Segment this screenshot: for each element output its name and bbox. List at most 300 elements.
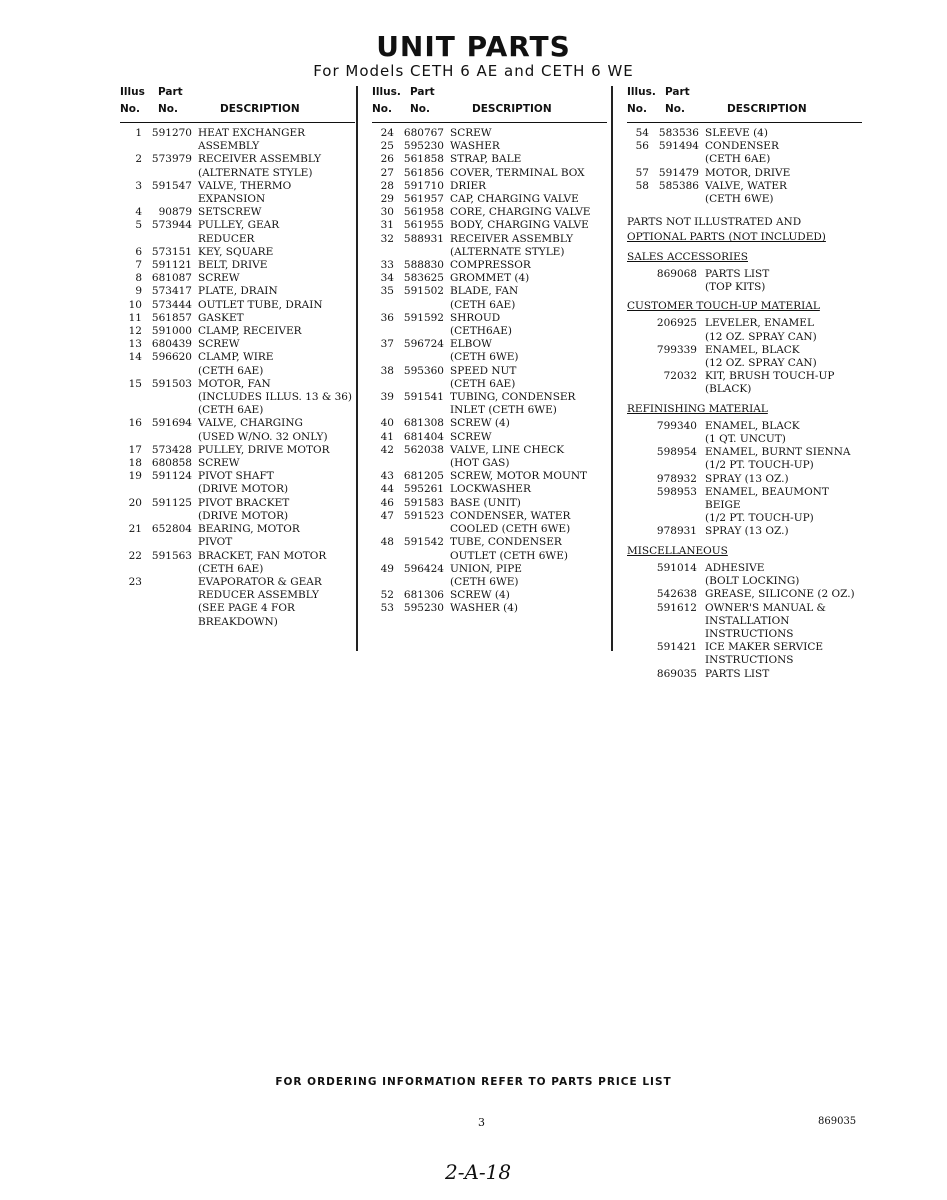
illus-number: 48 bbox=[380, 536, 394, 549]
part-description: PARTS LIST bbox=[705, 667, 770, 680]
part-description: BREAKDOWN) bbox=[198, 615, 278, 628]
part-description: PLATE, DRAIN bbox=[198, 285, 278, 298]
part-number: 591542 bbox=[403, 536, 444, 549]
part-description: HEAT EXCHANGER bbox=[198, 127, 306, 139]
illus-number bbox=[120, 602, 142, 615]
part-number: 681404 bbox=[403, 430, 444, 443]
accessory-row bbox=[627, 446, 862, 459]
part-number: 585386 bbox=[658, 179, 699, 192]
part-row bbox=[120, 193, 355, 206]
part-row bbox=[372, 206, 607, 219]
illus-number: 22 bbox=[128, 549, 142, 562]
part-number: 562038 bbox=[403, 443, 444, 456]
part-row bbox=[627, 167, 862, 180]
part-description: (ALTERNATE STYLE) bbox=[450, 245, 565, 258]
part-description: BLADE, FAN bbox=[450, 285, 519, 298]
part-row bbox=[120, 563, 355, 576]
illus-number: 42 bbox=[380, 443, 394, 456]
part-row bbox=[372, 193, 607, 206]
part-row bbox=[372, 563, 607, 576]
part-description: INSTALLATION INSTRUCTIONS bbox=[705, 614, 794, 640]
part-row bbox=[372, 167, 607, 180]
part-row bbox=[120, 431, 355, 444]
part-description: STRAP, BALE bbox=[450, 153, 522, 166]
page-subtitle: For Models CETH 6 AE and CETH 6 WE bbox=[313, 62, 634, 80]
illus-number: 37 bbox=[380, 338, 394, 351]
part-number: 596724 bbox=[403, 338, 444, 351]
part-number bbox=[142, 602, 198, 615]
part-description: SCREW bbox=[450, 430, 492, 443]
part-row bbox=[627, 127, 862, 140]
part-number bbox=[394, 246, 450, 259]
illus-number: 14 bbox=[128, 351, 142, 364]
part-description: COVER, TERMINAL BOX bbox=[450, 166, 585, 179]
illus-number bbox=[120, 233, 142, 246]
illus-number: 40 bbox=[380, 417, 394, 430]
part-number bbox=[142, 404, 198, 417]
part-description: ASSEMBLY bbox=[198, 140, 260, 153]
illus-number: 44 bbox=[380, 483, 394, 496]
part-description: LOCKWASHER bbox=[450, 483, 531, 496]
accessory-row bbox=[627, 525, 862, 538]
part-row bbox=[372, 299, 607, 312]
header-no: No. bbox=[120, 103, 140, 115]
part-description: ENAMEL, BLACK bbox=[705, 343, 800, 356]
header-part: Part bbox=[665, 86, 690, 98]
part-description: PIVOT bbox=[198, 536, 233, 549]
part-number: 588931 bbox=[403, 232, 444, 245]
part-number: 598954 bbox=[656, 446, 697, 459]
illus-number: 57 bbox=[635, 166, 649, 179]
part-number: 591503 bbox=[151, 377, 192, 390]
part-number bbox=[627, 575, 705, 588]
part-description: (CETH 6AE) bbox=[198, 562, 264, 575]
part-row bbox=[372, 365, 607, 378]
illus-number: 21 bbox=[128, 523, 142, 536]
header-rule bbox=[120, 122, 355, 123]
part-row bbox=[120, 602, 355, 615]
document-number: 869035 bbox=[818, 1116, 857, 1127]
part-number: 680767 bbox=[403, 127, 444, 139]
illus-number: 46 bbox=[380, 496, 394, 509]
part-number: 978932 bbox=[656, 472, 697, 485]
part-row bbox=[372, 444, 607, 457]
header-no: No. bbox=[665, 103, 685, 115]
part-row bbox=[372, 246, 607, 259]
part-number bbox=[142, 563, 198, 576]
part-number: 680439 bbox=[151, 338, 192, 351]
part-row bbox=[372, 140, 607, 153]
part-number: 591014 bbox=[656, 561, 697, 574]
illus-number: 39 bbox=[380, 391, 394, 404]
part-row bbox=[372, 470, 607, 483]
part-description: EXPANSION bbox=[198, 193, 266, 206]
illus-number: 13 bbox=[128, 338, 142, 351]
part-description: OWNER'S MANUAL & bbox=[705, 601, 826, 614]
accessory-row bbox=[627, 668, 862, 681]
part-row bbox=[372, 589, 607, 602]
part-row bbox=[120, 312, 355, 325]
part-number bbox=[142, 616, 198, 629]
part-row bbox=[120, 206, 355, 219]
illus-number bbox=[120, 391, 142, 404]
part-description: COMPRESSOR bbox=[450, 259, 531, 272]
accessory-sections bbox=[627, 251, 862, 681]
header-description: DESCRIPTION bbox=[472, 103, 552, 115]
part-description: ADHESIVE bbox=[705, 561, 765, 574]
part-description: (1/2 PT. TOUCH-UP) bbox=[705, 512, 814, 525]
header-description: DESCRIPTION bbox=[220, 103, 300, 115]
part-description: BODY, CHARGING VALVE bbox=[450, 219, 589, 232]
part-description: OUTLET TUBE, DRAIN bbox=[198, 298, 323, 311]
header-rule bbox=[372, 122, 607, 123]
part-description: CAP, CHARGING VALVE bbox=[450, 193, 579, 206]
part-description: PULLEY, GEAR bbox=[198, 219, 280, 232]
illus-number: 1 bbox=[135, 127, 142, 139]
part-number: 591000 bbox=[151, 325, 192, 338]
part-number: 591547 bbox=[151, 179, 192, 192]
part-description: (DRIVE MOTOR) bbox=[198, 509, 289, 522]
part-number: 595230 bbox=[403, 140, 444, 153]
part-description: (ALTERNATE STYLE) bbox=[198, 166, 313, 179]
part-description: VALVE, THERMO bbox=[198, 179, 292, 192]
part-number: 90879 bbox=[158, 206, 192, 219]
illus-number bbox=[372, 550, 394, 563]
part-number: 596424 bbox=[403, 562, 444, 575]
part-description: ENAMEL, BEAUMONT BEIGE bbox=[705, 485, 829, 512]
part-row bbox=[372, 272, 607, 285]
part-row bbox=[372, 483, 607, 496]
part-number bbox=[142, 536, 198, 549]
part-row bbox=[120, 589, 355, 602]
part-number: 561957 bbox=[403, 193, 444, 206]
illus-number: 49 bbox=[380, 562, 394, 575]
illus-number: 31 bbox=[380, 219, 394, 232]
part-number: 869035 bbox=[656, 667, 697, 680]
illus-number bbox=[372, 246, 394, 259]
column-divider bbox=[356, 86, 358, 651]
part-number bbox=[627, 654, 705, 667]
part-number bbox=[142, 365, 198, 378]
part-description: EVAPORATOR & GEAR bbox=[198, 575, 322, 588]
illus-number bbox=[372, 404, 394, 417]
header-no: No. bbox=[158, 103, 178, 115]
column-header bbox=[627, 86, 862, 122]
part-description: PIVOT SHAFT bbox=[198, 470, 274, 483]
part-description: INLET (CETH 6WE) bbox=[450, 404, 557, 417]
part-description: (CETH 6AE) bbox=[705, 153, 771, 166]
parts-column-2 bbox=[372, 86, 607, 616]
part-description: TUBE, CONDENSER bbox=[450, 536, 562, 549]
header-part: Part bbox=[410, 86, 435, 98]
part-description: LEVELER, ENAMEL bbox=[705, 317, 814, 330]
part-row bbox=[372, 127, 607, 140]
part-row bbox=[372, 219, 607, 232]
illus-number: 8 bbox=[135, 272, 142, 285]
part-description: SCREW bbox=[198, 338, 240, 351]
part-description: (1/2 PT. TOUCH-UP) bbox=[705, 459, 814, 472]
illus-number: 25 bbox=[380, 140, 394, 153]
illus-number: 12 bbox=[128, 325, 142, 338]
part-row bbox=[120, 180, 355, 193]
header-illus: Illus. bbox=[627, 86, 656, 98]
part-row bbox=[120, 576, 355, 589]
handwritten-note: 2-A-18 bbox=[445, 1160, 512, 1184]
part-description: MOTOR, FAN bbox=[198, 377, 271, 390]
part-number bbox=[394, 523, 450, 536]
illus-number: 10 bbox=[128, 298, 142, 311]
part-row bbox=[120, 470, 355, 483]
part-number: 591612 bbox=[656, 601, 697, 614]
part-number: 591563 bbox=[151, 549, 192, 562]
illus-number: 41 bbox=[380, 430, 394, 443]
accessory-row bbox=[627, 459, 862, 472]
part-number: 588830 bbox=[403, 259, 444, 272]
part-number: 573428 bbox=[151, 443, 192, 456]
illus-number: 28 bbox=[380, 179, 394, 192]
illus-number: 9 bbox=[135, 285, 142, 298]
accessory-row bbox=[627, 602, 862, 615]
accessory-row bbox=[627, 357, 862, 370]
part-description: SCREW bbox=[198, 272, 240, 285]
part-description: DRIER bbox=[450, 179, 487, 192]
part-row bbox=[120, 497, 355, 510]
accessory-row bbox=[627, 383, 862, 396]
part-number: 583536 bbox=[658, 127, 699, 139]
part-number: 869068 bbox=[656, 267, 697, 280]
part-row bbox=[372, 233, 607, 246]
part-number: 591124 bbox=[151, 470, 192, 483]
illus-number: 36 bbox=[380, 311, 394, 324]
part-number bbox=[627, 459, 705, 472]
part-row bbox=[120, 536, 355, 549]
illus-number: 17 bbox=[128, 443, 142, 456]
part-row bbox=[372, 510, 607, 523]
part-description: REDUCER bbox=[198, 232, 255, 245]
not-illustrated-line: OPTIONAL PARTS (NOT INCLUDED) bbox=[627, 231, 826, 244]
part-number: 591421 bbox=[656, 641, 697, 654]
part-number bbox=[142, 589, 198, 602]
part-description: COOLED (CETH 6WE) bbox=[450, 523, 571, 536]
part-description: SCREW bbox=[450, 127, 492, 139]
part-row bbox=[120, 404, 355, 417]
illus-number bbox=[372, 523, 394, 536]
part-row bbox=[372, 536, 607, 549]
column-header bbox=[120, 86, 355, 122]
part-number: 561857 bbox=[151, 311, 192, 324]
part-number: 573979 bbox=[151, 153, 192, 166]
part-description: CONDENSER, WATER bbox=[450, 509, 571, 522]
parts-list bbox=[372, 127, 607, 616]
part-row bbox=[372, 431, 607, 444]
part-description: (HOT GAS) bbox=[450, 457, 510, 470]
part-row bbox=[372, 497, 607, 510]
part-number: 591592 bbox=[403, 311, 444, 324]
part-row bbox=[372, 457, 607, 470]
part-number: 591583 bbox=[403, 496, 444, 509]
illus-number bbox=[120, 404, 142, 417]
section-heading: MISCELLANEOUS bbox=[627, 544, 728, 557]
part-description: (CETH 6WE) bbox=[450, 351, 519, 364]
part-description: SPEED NUT bbox=[450, 364, 517, 377]
illus-number bbox=[120, 616, 142, 629]
illus-number: 23 bbox=[128, 575, 142, 588]
part-description: WASHER (4) bbox=[450, 602, 518, 615]
section-heading: SALES ACCESSORIES bbox=[627, 250, 748, 263]
part-number: 561955 bbox=[403, 219, 444, 232]
illus-number bbox=[120, 510, 142, 523]
part-description: (CETH 6AE) bbox=[450, 377, 516, 390]
part-number: 561856 bbox=[403, 166, 444, 179]
part-description: BEARING, MOTOR bbox=[198, 523, 300, 536]
illus-number: 7 bbox=[135, 259, 142, 272]
part-number bbox=[142, 140, 198, 153]
illus-number: 38 bbox=[380, 364, 394, 377]
header-part: Part bbox=[158, 86, 183, 98]
part-row bbox=[120, 153, 355, 166]
illus-number: 27 bbox=[380, 166, 394, 179]
part-number: 573417 bbox=[151, 285, 192, 298]
part-description: (BLACK) bbox=[705, 383, 752, 396]
accessory-row bbox=[627, 344, 862, 357]
part-number: 72032 bbox=[663, 370, 697, 383]
illus-number bbox=[372, 457, 394, 470]
part-description: INSTRUCTIONS bbox=[705, 654, 794, 667]
part-number: 591121 bbox=[151, 259, 192, 272]
part-description: (DRIVE MOTOR) bbox=[198, 483, 289, 496]
illus-number bbox=[120, 589, 142, 602]
parts-list bbox=[627, 127, 862, 206]
part-row bbox=[120, 378, 355, 391]
part-description: PIVOT BRACKET bbox=[198, 496, 290, 509]
part-description: SPRAY (13 OZ.) bbox=[705, 472, 789, 485]
part-row bbox=[120, 338, 355, 351]
part-description: (CETH 6WE) bbox=[705, 193, 774, 206]
part-description: (12 OZ. SPRAY CAN) bbox=[705, 357, 817, 370]
header-rule bbox=[627, 122, 862, 123]
part-description: (USED W/NO. 32 ONLY) bbox=[198, 430, 328, 443]
illus-number bbox=[120, 140, 142, 153]
part-description: CLAMP, RECEIVER bbox=[198, 325, 302, 338]
part-row bbox=[120, 444, 355, 457]
illus-number: 52 bbox=[380, 589, 394, 602]
part-description: KIT, BRUSH TOUCH-UP bbox=[705, 370, 835, 383]
part-description: VALVE, WATER bbox=[705, 179, 787, 192]
part-row bbox=[120, 365, 355, 378]
header-no: No. bbox=[627, 103, 647, 115]
header-illus: Illus bbox=[120, 86, 145, 98]
illus-number: 29 bbox=[380, 193, 394, 206]
accessory-row bbox=[627, 575, 862, 588]
part-row bbox=[627, 153, 862, 166]
accessory-row bbox=[627, 268, 862, 281]
illus-number bbox=[120, 193, 142, 206]
part-row bbox=[372, 180, 607, 193]
illus-number: 34 bbox=[380, 272, 394, 285]
part-row bbox=[120, 391, 355, 404]
part-description: (SEE PAGE 4 FOR bbox=[198, 602, 295, 615]
illus-number: 6 bbox=[135, 245, 142, 258]
part-description: SHROUD bbox=[450, 311, 501, 324]
part-number bbox=[142, 510, 198, 523]
part-description: GREASE, SILICONE (2 OZ.) bbox=[705, 588, 855, 601]
illus-number: 18 bbox=[128, 457, 142, 470]
part-row bbox=[372, 391, 607, 404]
part-description: SCREW, MOTOR MOUNT bbox=[450, 470, 588, 483]
part-row bbox=[372, 404, 607, 417]
part-number: 573444 bbox=[151, 298, 192, 311]
part-row bbox=[120, 140, 355, 153]
part-number bbox=[627, 615, 705, 641]
part-description: RECEIVER ASSEMBLY bbox=[450, 232, 574, 245]
illus-number bbox=[372, 576, 394, 589]
part-description: SCREW (4) bbox=[450, 589, 510, 602]
illus-number bbox=[120, 536, 142, 549]
illus-number bbox=[372, 378, 394, 391]
part-number: 978931 bbox=[656, 525, 697, 538]
part-description: MOTOR, DRIVE bbox=[705, 166, 791, 179]
part-row bbox=[120, 550, 355, 563]
illus-number bbox=[120, 483, 142, 496]
accessory-row bbox=[627, 562, 862, 575]
illus-number: 11 bbox=[128, 311, 142, 324]
part-number bbox=[142, 576, 198, 589]
part-description: (CETH 6AE) bbox=[198, 364, 264, 377]
part-number: 598953 bbox=[656, 485, 697, 498]
part-number bbox=[394, 325, 450, 338]
illus-number: 20 bbox=[128, 496, 142, 509]
parts-column-1 bbox=[120, 86, 355, 629]
accessory-row bbox=[627, 654, 862, 667]
part-description: CORE, CHARGING VALVE bbox=[450, 206, 591, 219]
page-number: 3 bbox=[478, 1116, 485, 1129]
accessory-row bbox=[627, 641, 862, 654]
part-description: GASKET bbox=[198, 311, 244, 324]
part-description: BASE (UNIT) bbox=[450, 496, 521, 509]
part-row bbox=[372, 325, 607, 338]
part-number bbox=[142, 167, 198, 180]
illus-number bbox=[120, 563, 142, 576]
part-row bbox=[120, 219, 355, 232]
accessory-row bbox=[627, 317, 862, 330]
column-header bbox=[372, 86, 607, 122]
illus-number: 16 bbox=[128, 417, 142, 430]
part-description: VALVE, CHARGING bbox=[198, 417, 303, 430]
part-number bbox=[394, 299, 450, 312]
part-number bbox=[394, 550, 450, 563]
part-row bbox=[372, 550, 607, 563]
part-description: UNION, PIPE bbox=[450, 562, 522, 575]
part-description: (1 QT. UNCUT) bbox=[705, 433, 786, 446]
header-description: DESCRIPTION bbox=[727, 103, 807, 115]
part-row bbox=[627, 140, 862, 153]
accessory-row bbox=[627, 331, 862, 344]
part-number: 591479 bbox=[658, 166, 699, 179]
part-number bbox=[394, 351, 450, 364]
part-row bbox=[120, 259, 355, 272]
illus-number: 53 bbox=[380, 602, 394, 615]
part-row bbox=[120, 233, 355, 246]
part-description: PULLEY, DRIVE MOTOR bbox=[198, 443, 330, 456]
illus-number: 3 bbox=[135, 179, 142, 192]
accessory-row bbox=[627, 281, 862, 294]
accessory-row bbox=[627, 370, 862, 383]
part-description: SCREW bbox=[198, 457, 240, 470]
part-number bbox=[142, 233, 198, 246]
part-number: 681306 bbox=[403, 589, 444, 602]
part-number: 561858 bbox=[403, 153, 444, 166]
part-number: 591494 bbox=[658, 140, 699, 153]
